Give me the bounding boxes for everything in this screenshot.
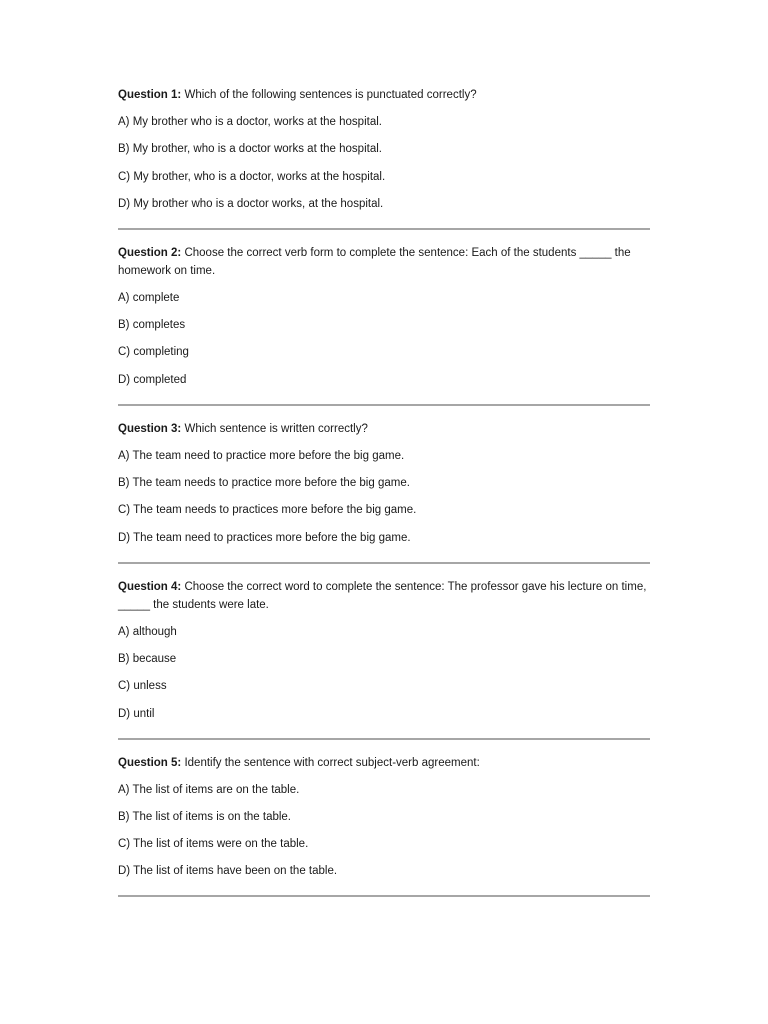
question-prompt: Which sentence is written correctly? (181, 422, 368, 435)
question-prompt: Which of the following sentences is punctuated correctly? (181, 89, 477, 101)
divider (118, 228, 650, 230)
divider (118, 738, 650, 740)
option-c: C) unless (118, 680, 167, 693)
option-d: D) The list of items have been on the table. (118, 865, 338, 878)
option-d: D) The team need to practices more before the big game. (118, 531, 411, 544)
question-2 (118, 244, 650, 389)
option-d: D) My brother who is a doctor works, at the hospital. (118, 197, 384, 210)
option-a: A) complete (118, 291, 180, 304)
option-b: B) because (118, 652, 177, 665)
question-label: Question 4: (118, 580, 182, 593)
question-text (118, 420, 650, 438)
question-text (118, 244, 650, 280)
question-text (118, 578, 650, 614)
divider (118, 562, 650, 564)
option-b: B) My brother, who is a doctor works at the hospital. (118, 143, 382, 156)
quiz-document (118, 86, 650, 911)
question-label: Question 2: (118, 246, 182, 259)
question-text (118, 86, 650, 104)
question-prompt: Identify the sentence with correct subject-verb agreement: (181, 756, 480, 769)
option-c: C) My brother, who is a doctor, works at the hospital. (118, 170, 386, 183)
question-text (118, 754, 650, 772)
option-b: B) completes (118, 319, 186, 332)
option-c: C) The team needs to practices more before the big game. (118, 504, 417, 517)
question-label: Question 1: (118, 89, 182, 101)
option-c: C) The list of items were on the table. (118, 838, 309, 851)
question-1 (118, 86, 650, 213)
option-a: A) My brother who is a doctor, works at the hospital. (118, 116, 382, 128)
option-a: A) although (118, 625, 177, 638)
divider (118, 895, 650, 897)
question-label: Question 3: (118, 422, 182, 435)
question-prompt: Choose the correct verb form to complete the sentence: Each of the students _____ the homework on time. (118, 246, 631, 277)
option-d: D) completed (118, 373, 187, 386)
option-d: D) until (118, 707, 155, 720)
question-3 (118, 420, 650, 547)
question-5 (118, 754, 650, 881)
option-a: A) The team need to practice more before the big game. (118, 449, 405, 462)
option-b: B) The team needs to practice more before the big game. (118, 477, 410, 490)
option-b: B) The list of items is on the table. (118, 810, 292, 823)
question-4 (118, 578, 650, 723)
question-prompt: Choose the correct word to complete the sentence: The professor gave his lecture on time, _____ the students were late. (118, 580, 647, 611)
option-a: A) The list of items are on the table. (118, 783, 300, 796)
divider (118, 404, 650, 406)
option-c: C) completing (118, 346, 189, 359)
question-label: Question 5: (118, 756, 182, 769)
